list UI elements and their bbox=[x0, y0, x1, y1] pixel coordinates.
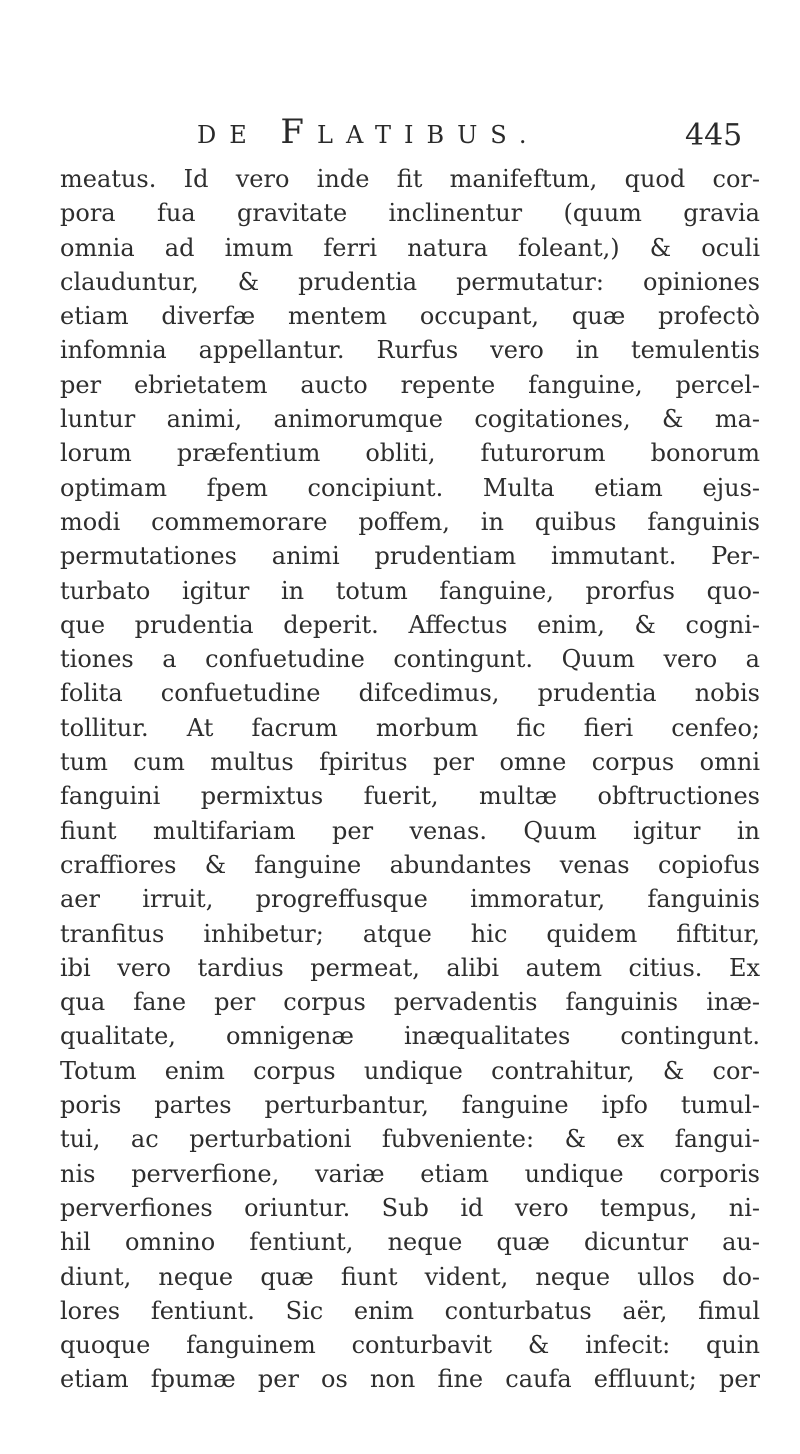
text-line: modi commemorare poffem, in quibus fanguinis bbox=[60, 507, 760, 536]
text-line: meatus. Id vero inde fit manifeftum, quod cor- bbox=[60, 165, 760, 193]
text-line: lores fentiunt. Sic enim conturbatus aër, fimul bbox=[60, 1296, 760, 1325]
text-line: nis perverfione, variæ etiam undique corporis bbox=[60, 1159, 760, 1188]
text-line: qua fane per corpus pervadentis fanguinis inæ- bbox=[60, 988, 760, 1017]
text-line: diunt, neque quæ fiunt vident, neque ullos do- bbox=[60, 1262, 760, 1291]
text-line: tiones a confuetudine contingunt. Quum vero a bbox=[60, 645, 760, 674]
text-line: luntur animi, animorumque cogitationes, & ma- bbox=[60, 405, 760, 434]
running-head bbox=[0, 104, 800, 154]
running-title-capital: F bbox=[280, 112, 317, 152]
text-line: tranfitus inhibetur; atque hic quidem fiftitur, bbox=[60, 919, 760, 948]
text-line: hil omnino fentiunt, neque quæ dicuntur au- bbox=[60, 1228, 760, 1257]
text-line: tollitur. At facrum morbum fic fieri cenfeo; bbox=[60, 713, 760, 742]
text-line: perverfiones oriuntur. Sub id vero tempus, ni- bbox=[60, 1193, 760, 1222]
text-line: craffiores & fanguine abundantes venas copiofus bbox=[60, 850, 760, 879]
page-number: 445 bbox=[685, 118, 743, 153]
text-line: pora fua gravitate inclinentur (quum gravia bbox=[60, 199, 760, 228]
text-line: que prudentia deperit. Affectus enim, & cogni- bbox=[60, 610, 760, 639]
text-line: tui, ac perturbationi fubveniente: & ex fangui- bbox=[60, 1125, 760, 1154]
text-line: fiunt multifariam per venas. Quum igitur in bbox=[60, 816, 760, 845]
text-line: etiam fpumæ per os non fine caufa effluunt; per bbox=[60, 1365, 760, 1394]
text-line: qualitate, omnigenæ inæqualitates contingunt. bbox=[60, 1022, 760, 1051]
text-line: omnia ad imum ferri natura foleant,) & oculi bbox=[60, 233, 760, 262]
text-line: tum cum multus fpiritus per omne corpus omni bbox=[60, 748, 760, 777]
text-line: folita confuetudine difcedimus, prudentia nobis bbox=[60, 679, 760, 708]
text-line: ibi vero tardius permeat, alibi autem citius. Ex bbox=[60, 953, 760, 982]
body-text bbox=[60, 162, 760, 1397]
text-line: lorum præfentium obliti, futurorum bonorum bbox=[60, 439, 760, 468]
text-line: fanguini permixtus fuerit, multæ obftructiones bbox=[60, 782, 760, 811]
text-line: Totum enim corpus undique contrahitur, & cor- bbox=[60, 1056, 760, 1085]
running-title-prefix: DE bbox=[197, 121, 260, 149]
text-line: permutationes animi prudentiam immutant. Per- bbox=[60, 542, 760, 571]
text-line: optimam fpem concipiunt. Multa etiam ejus- bbox=[60, 473, 760, 502]
text-line: infomnia appellantur. Rurfus vero in temulentis bbox=[60, 336, 760, 365]
text-line: etiam diverfæ mentem occupant, quæ profectò bbox=[60, 302, 760, 331]
text-line: per ebrietatem aucto repente fanguine, percel- bbox=[60, 370, 760, 399]
text-line: aer irruit, progreffusque immoratur, fanguinis bbox=[60, 885, 760, 914]
text-line: quoque fanguinem conturbavit & infecit: quin bbox=[60, 1331, 760, 1360]
text-line: turbato igitur in totum fanguine, prorfus quo- bbox=[60, 576, 760, 605]
running-title-rest: LATIBUS. bbox=[317, 121, 540, 149]
text-line: poris partes perturbantur, fanguine ipfo tumul- bbox=[60, 1091, 760, 1120]
text-line: clauduntur, & prudentia permutatur: opiniones bbox=[60, 267, 760, 296]
running-title bbox=[197, 112, 540, 152]
